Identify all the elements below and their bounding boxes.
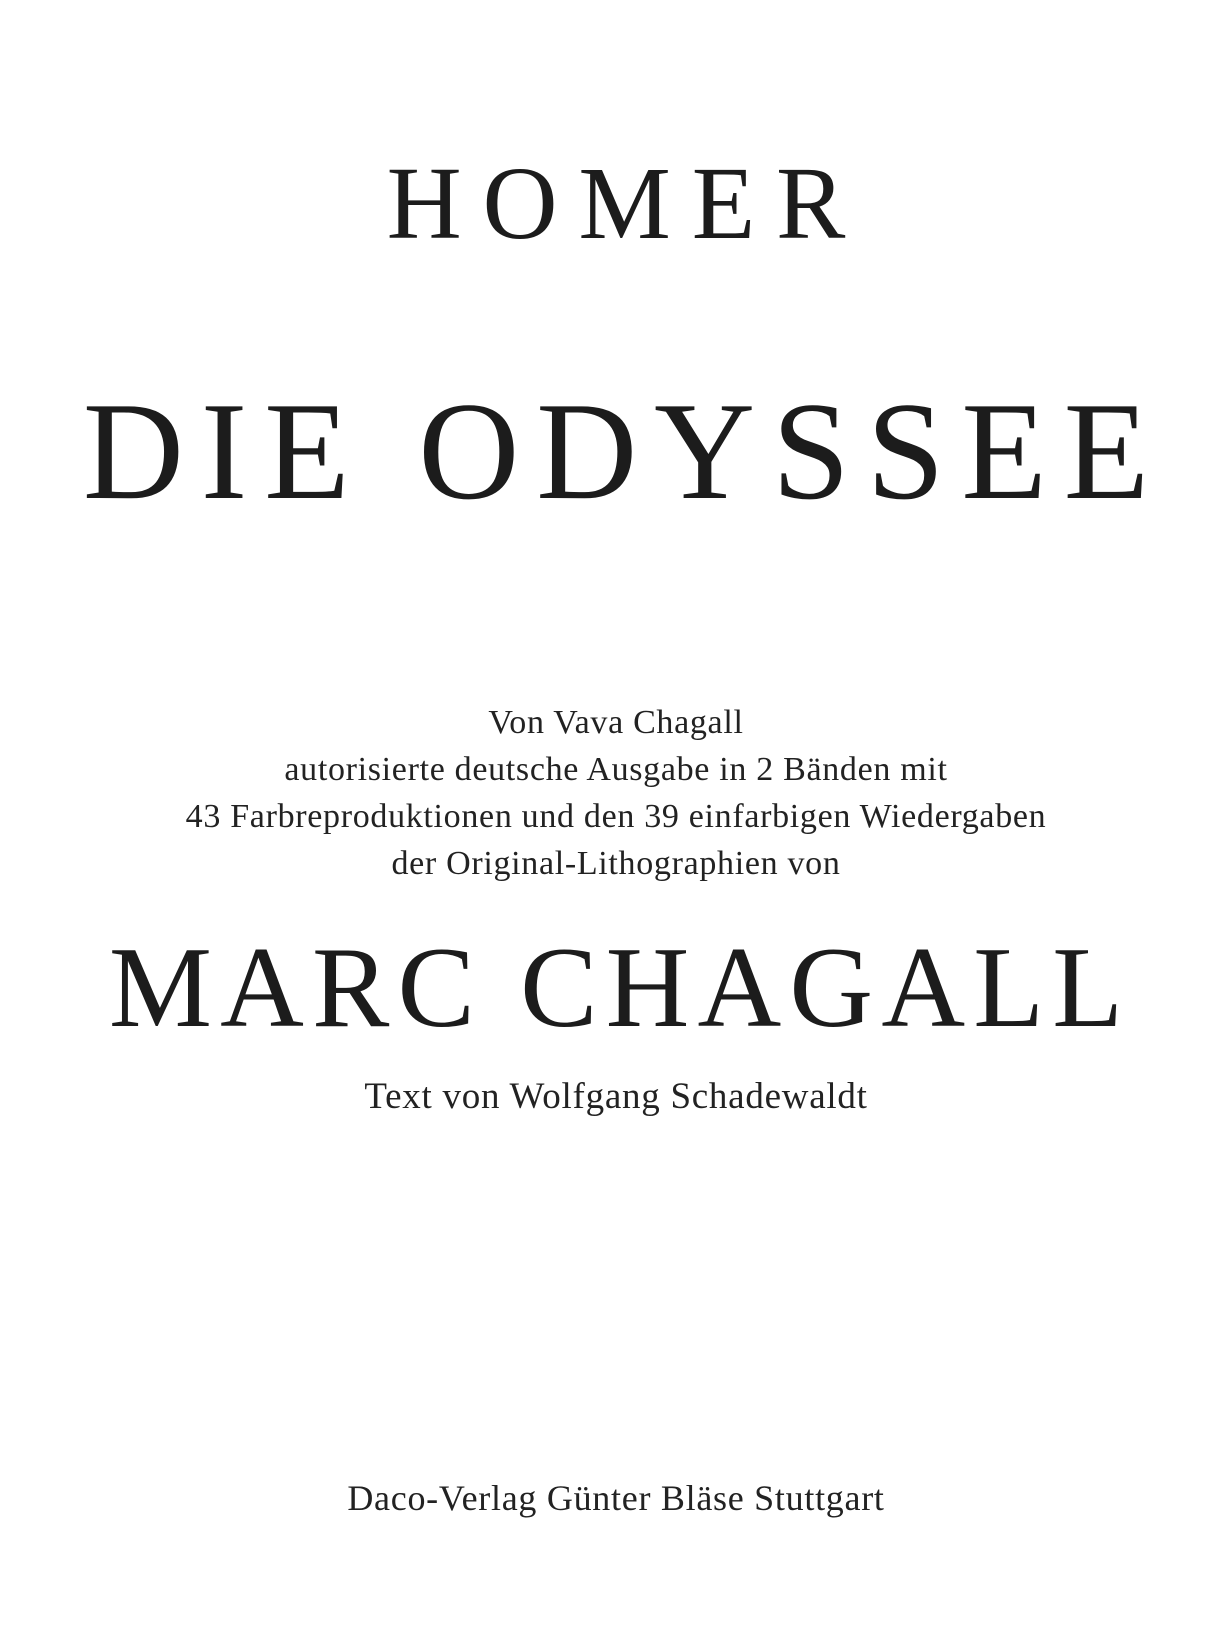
book-title: DIE ODYSSEE xyxy=(82,374,1166,529)
edition-note-line-1: Von Vava Chagall xyxy=(488,704,744,741)
edition-note-line-3: 43 Farbreproduktionen und den 39 einfarbigen Wiedergaben xyxy=(185,797,1047,835)
text-credit: Text von Wolfgang Schadewaldt xyxy=(364,1076,868,1117)
edition-note-line-2: autorisierte deutsche Ausgabe in 2 Bänden mit xyxy=(284,750,948,788)
edition-note-line-4: der Original-Lithographien von xyxy=(391,844,841,882)
author-name: HOMER xyxy=(386,146,867,261)
artist-name: MARC CHAGALL xyxy=(108,924,1132,1052)
publisher-imprint: Daco-Verlag Günter Bläse Stuttgart xyxy=(347,1478,885,1518)
edition-note xyxy=(0,700,1232,888)
